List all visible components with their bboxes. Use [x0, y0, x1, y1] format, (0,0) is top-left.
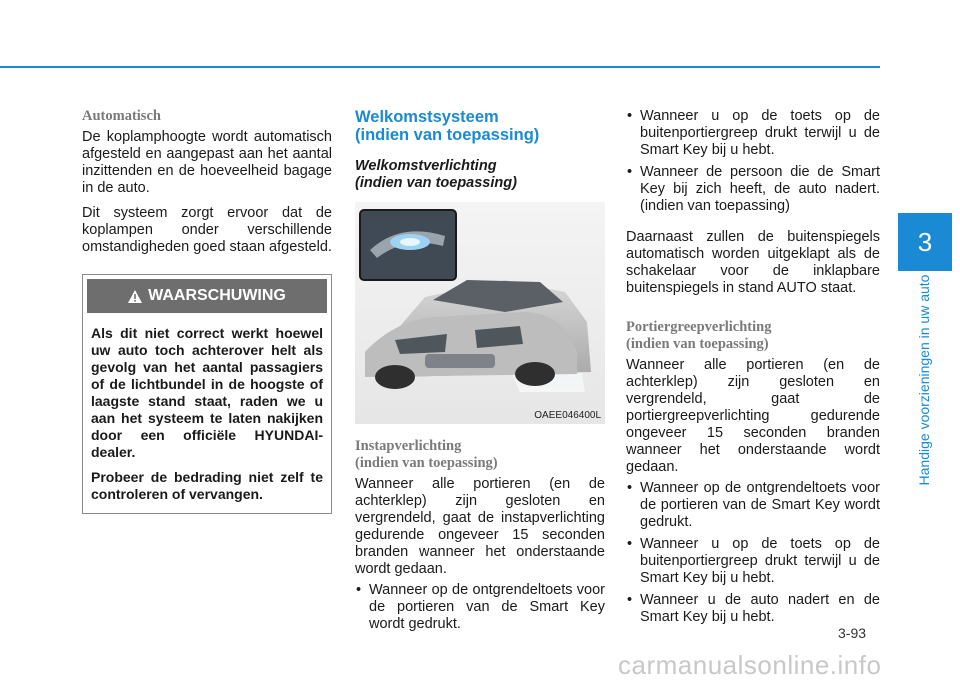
bullet-list	[626, 108, 880, 215]
section-heading	[355, 108, 605, 144]
warning-text: Als dit niet correct werkt hoewel uw auto toch achterover helt als gevolg van het aantal passagiers of de lichtbundel in de hoogste of laagste stand staat, raden we u aan het systeem te laten nakijken door een officiële HYUNDAI-dealer.	[91, 325, 323, 460]
heading-portiergreepverlichting	[626, 319, 880, 353]
column-left	[82, 108, 332, 514]
chapter-label-text: Handige voorzieningen in uw auto	[916, 274, 932, 486]
warning-header	[87, 279, 327, 313]
heading-line: (indien van toepassing)	[355, 455, 498, 471]
subheading-line: (indien van toepassing)	[355, 175, 517, 191]
list-item: • Wanneer op de ontgrendeltoets voor de portieren van de Smart Key wordt gedrukt.	[626, 480, 880, 531]
list-item: • Wanneer u op de toets op de buitenportiergreep drukt terwijl u de Smart Key bij u hebt.	[626, 108, 880, 159]
top-divider	[0, 66, 880, 68]
heading-line: (indien van toepassing)	[626, 336, 769, 352]
heading-automatisch: Automatisch	[82, 108, 161, 124]
list-item: • Wanneer op de ontgrendeltoets voor de portieren van de Smart Key wordt gedrukt.	[355, 582, 605, 633]
bullet-list	[355, 582, 605, 633]
watermark: carmanualsonline.info	[618, 650, 882, 680]
heading-instapverlichting	[355, 438, 605, 472]
bullet-list	[626, 480, 880, 626]
warning-triangle-icon	[128, 290, 142, 303]
section-heading-line: Welkomstsysteem	[355, 108, 499, 126]
subheading	[355, 158, 605, 192]
heading-line: Instapverlichting	[355, 438, 462, 454]
list-item: • Wanneer u de auto nadert en de Smart Key bij u hebt.	[626, 592, 880, 626]
list-item: • Wanneer u op de toets op de buitenportiergreep drukt terwijl u de Smart Key bij u hebt.	[626, 536, 880, 587]
paragraph: De koplamphoogte wordt automatisch afgesteld en aangepast aan het aantal inzittenden en de hoeveelheid bagage in de auto.	[82, 129, 332, 196]
warning-body	[83, 317, 331, 513]
paragraph: Wanneer alle portieren (en de achterklep) zijn gesloten en vergrendeld, gaat de portiergreepverlichting gedurende ongeveer 15 seconden branden wanneer het onderstaande wordt gedaan.	[626, 357, 880, 475]
section-heading-line: (indien van toepassing)	[355, 126, 540, 144]
car-illustration	[355, 202, 605, 424]
subheading-line: Welkomstverlichting	[355, 158, 497, 174]
warning-title: WAARSCHUWING	[148, 287, 286, 304]
heading-line: Portiergreepverlichting	[626, 319, 772, 335]
warning-box	[82, 274, 332, 514]
figure-code: OAEE046400L	[534, 410, 601, 421]
column-middle	[355, 108, 605, 638]
chapter-tab: 3	[898, 213, 952, 271]
paragraph: Daarnaast zullen de buitenspiegels automatisch worden uitgeklapt als de schakelaar voor de inklapbare buitenspiegels in stand AUTO staat.	[626, 229, 880, 296]
warning-text: Probeer de bedrading niet zelf te controleren of vervangen.	[91, 469, 323, 502]
car-drawing	[355, 202, 605, 424]
column-right	[626, 108, 880, 631]
paragraph: Wanneer alle portieren (en de achterklep) zijn gesloten en vergrendeld, gaat de instapverlichting gedurende ongeveer 15 seconden branden wanneer het onderstaande wordt gedaan.	[355, 476, 605, 577]
paragraph: Dit systeem zorgt ervoor dat de koplampen onder verschillende omstandigheden goed staan afgesteld.	[82, 205, 332, 255]
list-item: • Wanneer de persoon die de Smart Key bij zich heeft, de auto nadert. (indien van toepassing)	[626, 164, 880, 215]
chapter-label	[910, 270, 938, 490]
page-number: 3-93	[838, 625, 867, 641]
